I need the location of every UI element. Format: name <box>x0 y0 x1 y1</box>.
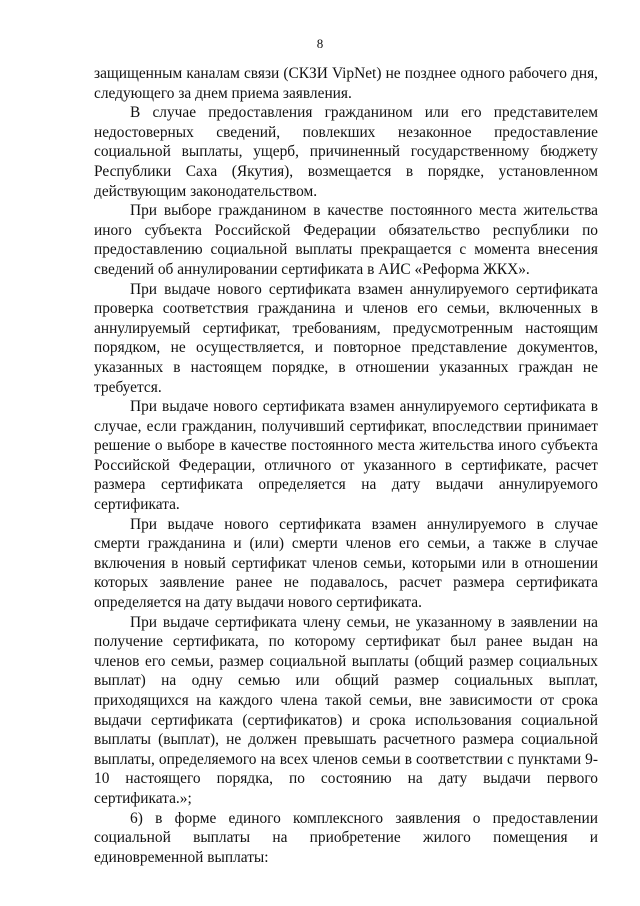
paragraph-5: При выдаче нового сертификата взамен аннулируемого сертификата в случае, если гражданин, получивший сертификат, впоследствии принимает решение о выборе в качестве постоянного места жительства иного субъекта Российской Федерации, отличного от указанного в сертификате, расчет размера сертификата определяется на дату выдачи аннулируемого сертификата. <box>94 398 598 514</box>
paragraph-7: При выдаче сертификата члену семьи, не указанному в заявлении на получение сертификата, по которому сертификат был ранее выдан на членов его семьи, размер социальной выплаты (общий размер социальных выплат) на одну семью или общий размер социальных выплат, приходящихся на каждого члена такой семьи, вне зависимости от срока выдачи сертификата (сертификатов) и срока использования социальной выплаты (выплат), не должен превышать расчетного размера социальной выплаты, определяемого на всех членов семьи в соответствии с пунктами 9-10 настоящего порядка, по состоянию на дату выдачи первого сертификата.»; <box>94 613 598 807</box>
document-body <box>94 64 598 867</box>
paragraph-6: При выдаче нового сертификата взамен аннулируемого в случае смерти гражданина и (или) смерти членов его семьи, а также в случае включения в новый сертификат членов семьи, которыми или в отношении которых заявление ранее не подавалось, расчет размера сертификата определяется на дату выдачи нового сертификата. <box>94 515 598 612</box>
paragraph-2: В случае предоставления гражданином или его представителем недостоверных сведений, повлекших незаконное предоставление социальной выплаты, ущерб, причиненный государственному бюджету Республики Саха (Якутия), возмещается в порядке, установленном действующим законодательством. <box>94 104 598 200</box>
paragraph-1: защищенным каналам связи (СКЗИ VipNet) не позднее одного рабочего дня, следующего за днем приема заявления. <box>94 65 598 102</box>
page-number: 8 <box>316 36 324 51</box>
paragraph-4: При выдаче нового сертификата взамен аннулируемого сертификата проверка соответствия гражданина и членов его семьи, включенных в аннулируемый сертификат, требованиям, предусмотренным настоящим порядком, не осуществляется, и повторное представление документов, указанных в настоящем порядке, в отношении указанных граждан не требуется. <box>94 280 598 396</box>
paragraph-8: 6) в форме единого комплексного заявления о предоставлении социальной выплаты на приобретение жилого помещения и единовременной выплаты: <box>94 809 598 866</box>
paragraph-3: При выборе гражданином в качестве постоянного места жительства иного субъекта Российской Федерации обязательство республики по предоставлению социальной выплаты прекращается с момента внесения сведений об аннулировании сертификата в АИС «Реформа ЖКХ». <box>94 202 598 278</box>
